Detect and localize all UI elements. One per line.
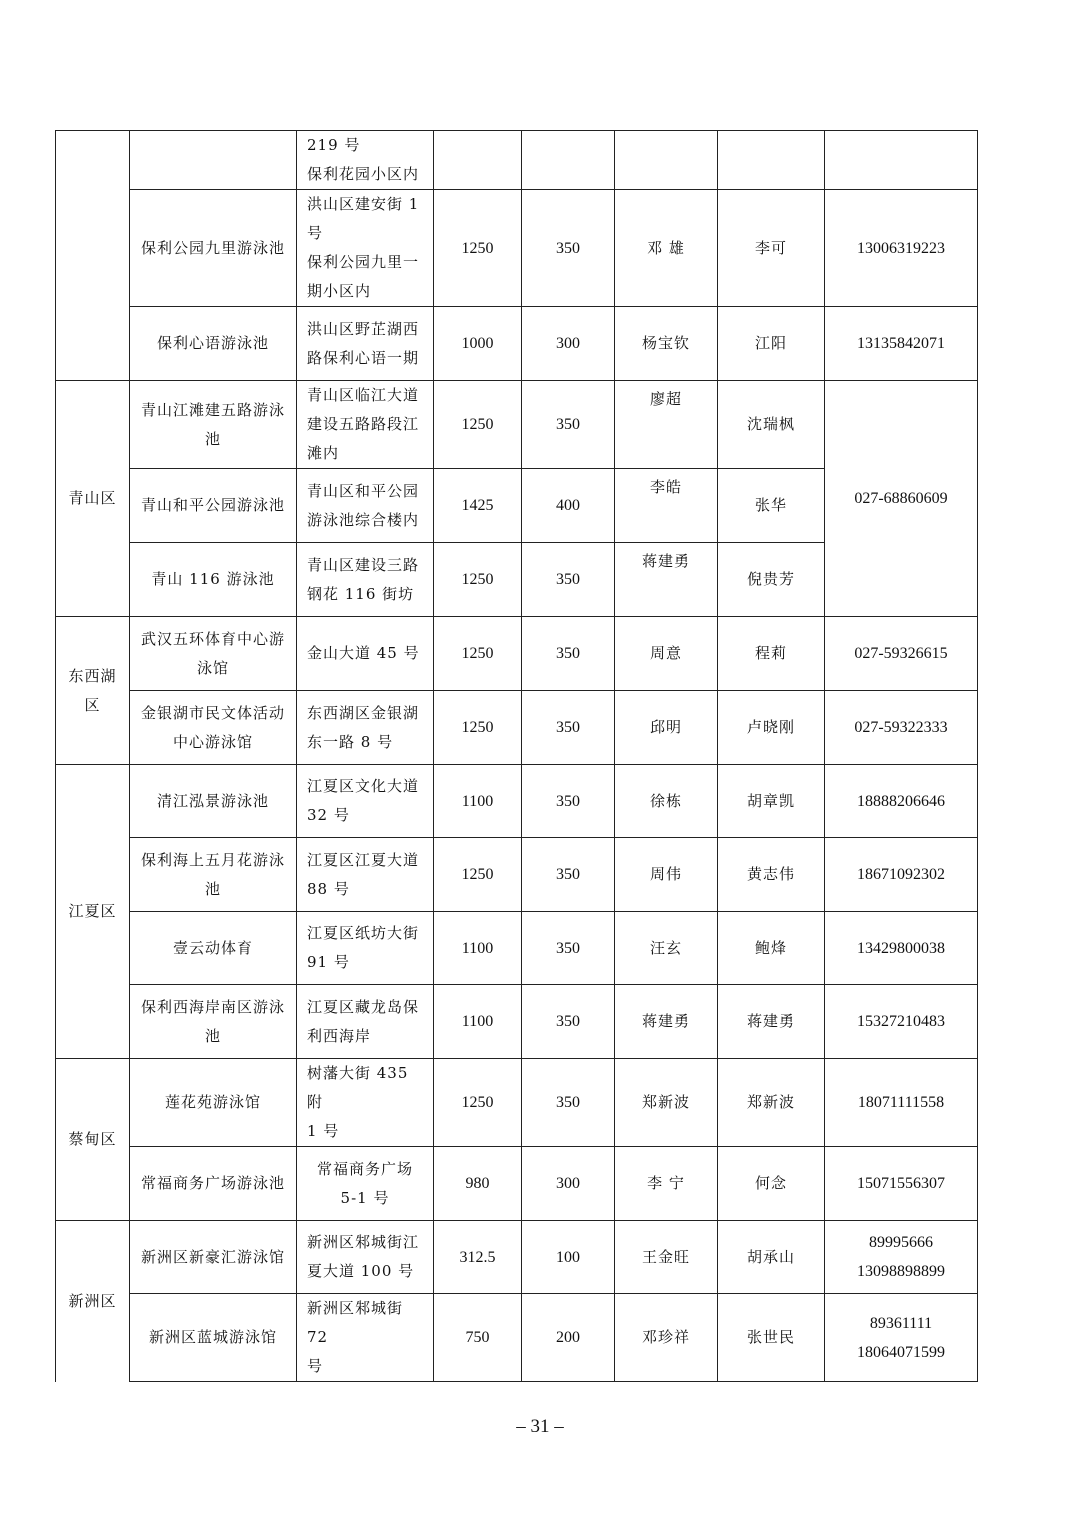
area-cell: 750 xyxy=(434,1294,522,1382)
area-cell: 1000 xyxy=(434,307,522,381)
table-row xyxy=(56,985,978,1059)
district-cell xyxy=(56,131,130,381)
table-row xyxy=(56,1059,978,1147)
address-cell: 江夏区藏龙岛保 利西海岸 xyxy=(297,985,434,1059)
district-cell: 江夏区 xyxy=(56,765,130,1059)
capacity-cell: 400 xyxy=(522,469,615,543)
contact-cell: 倪贵芳 xyxy=(718,543,825,617)
venue-name-cell xyxy=(130,131,297,190)
area-cell: 1250 xyxy=(434,1059,522,1147)
phone-cell: 027-68860609 xyxy=(825,381,978,617)
venue-name-cell: 莲花苑游泳馆 xyxy=(130,1059,297,1147)
address-cell: 洪山区野芷湖西 路保利心语一期 xyxy=(297,307,434,381)
contact-cell: 张世民 xyxy=(718,1294,825,1382)
venue-name-cell: 新洲区蓝城游泳馆 xyxy=(130,1294,297,1382)
venue-name-cell: 清江泓景游泳池 xyxy=(130,765,297,838)
manager-cell: 李皓 xyxy=(615,469,718,543)
area-cell: 1250 xyxy=(434,190,522,307)
capacity-cell: 350 xyxy=(522,912,615,985)
contact-cell: 卢晓刚 xyxy=(718,691,825,765)
capacity-cell: 350 xyxy=(522,691,615,765)
contact-cell: 黄志伟 xyxy=(718,838,825,912)
district-cell: 新洲区 xyxy=(56,1221,130,1382)
address-cell: 常福商务广场 5-1 号 xyxy=(297,1147,434,1221)
area-cell xyxy=(434,131,522,190)
district-cell: 青山区 xyxy=(56,381,130,617)
phone-cell: 89361111 18064071599 xyxy=(825,1294,978,1382)
address-cell: 219 号 保利花园小区内 xyxy=(297,131,434,190)
contact-cell: 胡章凯 xyxy=(718,765,825,838)
capacity-cell xyxy=(522,131,615,190)
manager-cell: 邱明 xyxy=(615,691,718,765)
address-cell: 青山区临江大道 建设五路路段江 滩内 xyxy=(297,381,434,469)
venue-name-cell: 保利海上五月花游泳 池 xyxy=(130,838,297,912)
table-row xyxy=(56,617,978,691)
phone-cell: 15071556307 xyxy=(825,1147,978,1221)
capacity-cell: 350 xyxy=(522,381,615,469)
phone-cell xyxy=(825,131,978,190)
capacity-cell: 350 xyxy=(522,838,615,912)
venue-name-cell: 金银湖市民文体活动 中心游泳馆 xyxy=(130,691,297,765)
table-row xyxy=(56,307,978,381)
phone-cell: 15327210483 xyxy=(825,985,978,1059)
table-row xyxy=(56,1294,978,1382)
table-row xyxy=(56,912,978,985)
manager-cell: 邓 雄 xyxy=(615,190,718,307)
area-cell: 1100 xyxy=(434,765,522,838)
capacity-cell: 350 xyxy=(522,765,615,838)
manager-cell: 邓珍祥 xyxy=(615,1294,718,1382)
capacity-cell: 350 xyxy=(522,543,615,617)
address-cell: 江夏区文化大道 32 号 xyxy=(297,765,434,838)
address-cell: 新洲区邾城街江 夏大道 100 号 xyxy=(297,1221,434,1294)
venue-name-cell: 青山和平公园游泳池 xyxy=(130,469,297,543)
phone-cell: 13135842071 xyxy=(825,307,978,381)
table-row xyxy=(56,765,978,838)
address-cell: 新洲区邾城街 72 号 xyxy=(297,1294,434,1382)
area-cell: 1250 xyxy=(434,381,522,469)
address-cell: 洪山区建安街 1 号 保利公园九里一 期小区内 xyxy=(297,190,434,307)
capacity-cell: 350 xyxy=(522,617,615,691)
venue-name-cell: 壹云动体育 xyxy=(130,912,297,985)
contact-cell: 鲍烽 xyxy=(718,912,825,985)
phone-cell: 027-59326615 xyxy=(825,617,978,691)
capacity-cell: 350 xyxy=(522,1059,615,1147)
contact-cell: 张华 xyxy=(718,469,825,543)
manager-cell: 周意 xyxy=(615,617,718,691)
capacity-cell: 300 xyxy=(522,1147,615,1221)
table-row xyxy=(56,381,978,469)
phone-cell: 18888206646 xyxy=(825,765,978,838)
venue-name-cell: 保利西海岸南区游泳 池 xyxy=(130,985,297,1059)
area-cell: 1250 xyxy=(434,838,522,912)
table-row xyxy=(56,838,978,912)
capacity-cell: 300 xyxy=(522,307,615,381)
venue-name-cell: 常福商务广场游泳池 xyxy=(130,1147,297,1221)
phone-cell: 89995666 13098898899 xyxy=(825,1221,978,1294)
address-cell: 青山区建设三路 钢花 116 街坊 xyxy=(297,543,434,617)
manager-cell: 蒋建勇 xyxy=(615,985,718,1059)
venue-table xyxy=(55,130,978,1382)
contact-cell: 蒋建勇 xyxy=(718,985,825,1059)
phone-cell: 13006319223 xyxy=(825,190,978,307)
table-row xyxy=(56,190,978,307)
manager-cell: 郑新波 xyxy=(615,1059,718,1147)
manager-cell: 廖超 xyxy=(615,381,718,469)
area-cell: 1425 xyxy=(434,469,522,543)
contact-cell: 郑新波 xyxy=(718,1059,825,1147)
address-cell: 青山区和平公园 游泳池综合楼内 xyxy=(297,469,434,543)
capacity-cell: 350 xyxy=(522,190,615,307)
table-row xyxy=(56,1221,978,1294)
address-cell: 树藩大街 435 附 1 号 xyxy=(297,1059,434,1147)
contact-cell xyxy=(718,131,825,190)
page-number: – 31 – xyxy=(516,1416,564,1437)
address-cell: 江夏区江夏大道 88 号 xyxy=(297,838,434,912)
contact-cell: 胡承山 xyxy=(718,1221,825,1294)
venue-name-cell: 新洲区新豪汇游泳馆 xyxy=(130,1221,297,1294)
phone-cell: 027-59322333 xyxy=(825,691,978,765)
capacity-cell: 350 xyxy=(522,985,615,1059)
district-cell: 蔡甸区 xyxy=(56,1059,130,1221)
area-cell: 1100 xyxy=(434,912,522,985)
manager-cell: 蒋建勇 xyxy=(615,543,718,617)
address-cell: 江夏区纸坊大街 91 号 xyxy=(297,912,434,985)
capacity-cell: 100 xyxy=(522,1221,615,1294)
manager-cell: 汪玄 xyxy=(615,912,718,985)
manager-cell: 王金旺 xyxy=(615,1221,718,1294)
area-cell: 1100 xyxy=(434,985,522,1059)
capacity-cell: 200 xyxy=(522,1294,615,1382)
area-cell: 1250 xyxy=(434,617,522,691)
manager-cell: 李 宁 xyxy=(615,1147,718,1221)
phone-cell: 18071111558 xyxy=(825,1059,978,1147)
contact-cell: 何念 xyxy=(718,1147,825,1221)
area-cell: 1250 xyxy=(434,691,522,765)
contact-cell: 李可 xyxy=(718,190,825,307)
address-cell: 东西湖区金银湖 东一路 8 号 xyxy=(297,691,434,765)
contact-cell: 沈瑞枫 xyxy=(718,381,825,469)
area-cell: 1250 xyxy=(434,543,522,617)
manager-cell: 徐栋 xyxy=(615,765,718,838)
address-cell: 金山大道 45 号 xyxy=(297,617,434,691)
area-cell: 312.5 xyxy=(434,1221,522,1294)
manager-cell: 杨宝钦 xyxy=(615,307,718,381)
manager-cell: 周伟 xyxy=(615,838,718,912)
venue-name-cell: 青山江滩建五路游泳 池 xyxy=(130,381,297,469)
area-cell: 980 xyxy=(434,1147,522,1221)
venue-name-cell: 青山 116 游泳池 xyxy=(130,543,297,617)
table-row xyxy=(56,131,978,190)
contact-cell: 程莉 xyxy=(718,617,825,691)
venue-name-cell: 武汉五环体育中心游 泳馆 xyxy=(130,617,297,691)
district-cell: 东西湖 区 xyxy=(56,617,130,765)
table-row xyxy=(56,691,978,765)
phone-cell: 18671092302 xyxy=(825,838,978,912)
phone-cell: 13429800038 xyxy=(825,912,978,985)
contact-cell: 江阳 xyxy=(718,307,825,381)
manager-cell xyxy=(615,131,718,190)
venue-name-cell: 保利公园九里游泳池 xyxy=(130,190,297,307)
venue-name-cell: 保利心语游泳池 xyxy=(130,307,297,381)
table-row xyxy=(56,1147,978,1221)
